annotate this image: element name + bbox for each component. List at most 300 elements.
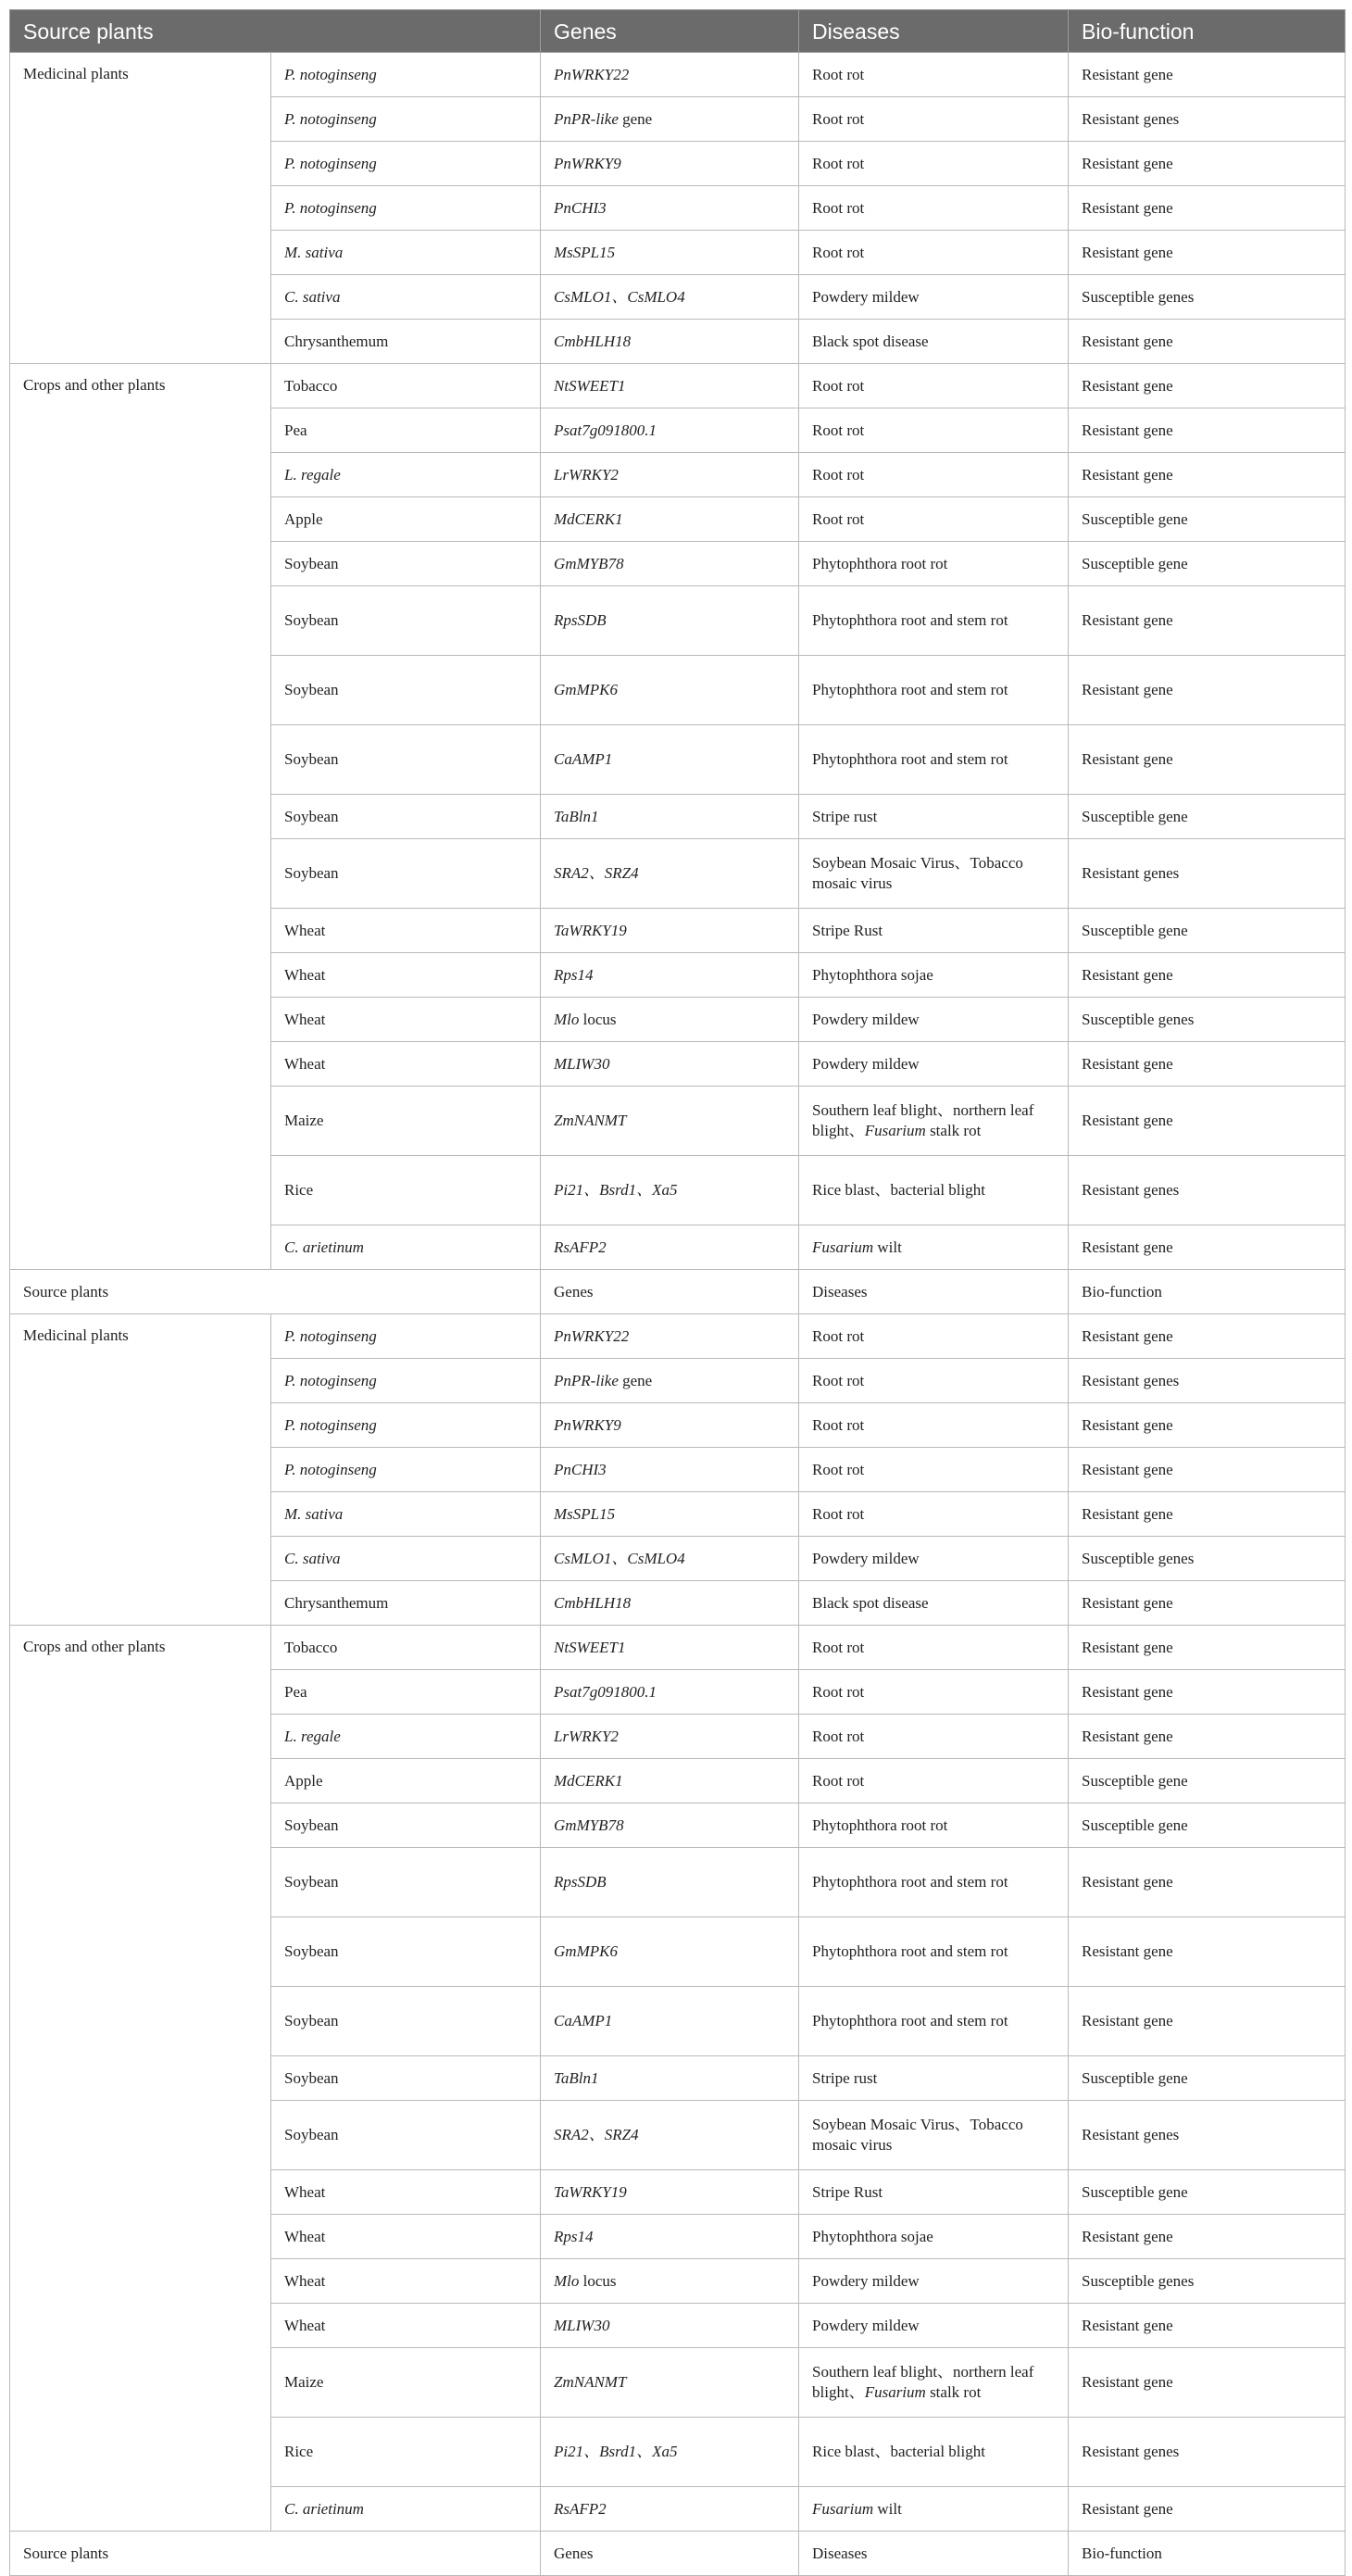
gene-name: CsMLO1、CsMLO4: [554, 1549, 685, 1567]
bio-function: Resistant gene: [1082, 611, 1173, 629]
function-cell: [1069, 97, 1346, 142]
gene-cell: [541, 2304, 799, 2348]
bio-function: Resistant gene: [1082, 421, 1173, 439]
bio-function: Resistant gene: [1082, 1682, 1173, 1701]
gene-name: MdCERK1: [554, 1771, 623, 1790]
table-header: [10, 10, 1346, 53]
function-cell: [1069, 53, 1346, 97]
disease-name: Soybean Mosaic Virus、Tobacco mosaic virus: [812, 2116, 1023, 2154]
disease-cell: [799, 364, 1069, 408]
gene-suffix: locus: [579, 1010, 617, 1028]
plant-name: Soybean: [284, 2012, 339, 2029]
disease-name: Root rot: [812, 1771, 865, 1790]
plant-name: L. regale: [284, 1727, 341, 1745]
plant-cell: [271, 1803, 541, 1848]
disease-name: Rice blast、bacterial blight: [812, 1181, 985, 1199]
plant-name: Pea: [284, 421, 307, 439]
plant-name: Rice: [284, 1181, 314, 1199]
plant-cell: [271, 1626, 541, 1670]
plant-cell: [271, 1848, 541, 1917]
function-cell: [1069, 2348, 1346, 2418]
function-cell: [1069, 1670, 1346, 1715]
repeated-header-row: [10, 1270, 1346, 1314]
plant-cell: [271, 2056, 541, 2101]
gene-name: RpsSDB: [554, 1873, 607, 1891]
function-cell: [1069, 1759, 1346, 1803]
function-cell: [1069, 839, 1346, 909]
gene-cell: [541, 839, 799, 909]
disease-name: Stripe rust: [812, 2068, 878, 2087]
gene-name: SRA2、SRZ4: [554, 864, 639, 882]
disease-name: Stripe Rust: [812, 921, 883, 939]
plant-name: Soybean: [284, 554, 339, 572]
gene-cell: [541, 97, 799, 142]
disease-name: Phytophthora root and stem rot: [812, 750, 1008, 768]
bio-function: Susceptible genes: [1082, 2271, 1195, 2290]
gene-cell: [541, 275, 799, 320]
subheader-diseases: Diseases: [799, 2532, 1069, 2576]
bio-function: Resistant gene: [1082, 1593, 1173, 1612]
plant-name: Soybean: [284, 750, 339, 768]
plant-cell: [271, 586, 541, 656]
plant-name: Rice: [284, 2443, 314, 2460]
subheader-bio-function: Bio-function: [1069, 1270, 1346, 1314]
table-row: [10, 53, 1346, 97]
plant-cell: [271, 542, 541, 586]
gene-cell: [541, 1314, 799, 1359]
plant-cell: [271, 953, 541, 998]
function-cell: [1069, 1848, 1346, 1917]
group-name: Medicinal plants: [23, 65, 129, 82]
function-cell: [1069, 364, 1346, 408]
gene-name: LrWRKY2: [554, 1727, 619, 1745]
function-cell: [1069, 1581, 1346, 1626]
bio-function: Resistant gene: [1082, 2012, 1173, 2029]
repeated-header-row: [10, 2532, 1346, 2576]
gene-cell: [541, 1759, 799, 1803]
gene-name: GmMYB78: [554, 1816, 624, 1834]
gene-name: PnWRKY22: [554, 65, 630, 83]
plant-cell: [271, 909, 541, 953]
disease-cell: [799, 1848, 1069, 1917]
disease-name: Southern leaf blight、northern leaf blight、: [812, 2363, 1034, 2401]
plant-name: Wheat: [284, 2182, 326, 2201]
plant-cell: [271, 2304, 541, 2348]
subheader-diseases: Diseases: [799, 1270, 1069, 1314]
disease-cell: [799, 453, 1069, 497]
function-cell: [1069, 231, 1346, 275]
function-cell: [1069, 1448, 1346, 1492]
disease-cell: [799, 2304, 1069, 2348]
function-cell: [1069, 1156, 1346, 1225]
subheader-genes: Genes: [541, 1270, 799, 1314]
plant-name: P. notoginseng: [284, 1371, 377, 1389]
gene-cell: [541, 1359, 799, 1403]
bio-function: Resistant gene: [1082, 1326, 1173, 1345]
disease-name: Stripe Rust: [812, 2182, 883, 2201]
gene-name: PnWRKY22: [554, 1326, 630, 1345]
disease-cell: [799, 1492, 1069, 1537]
plant-cell: [271, 497, 541, 542]
gene-cell: [541, 1087, 799, 1156]
group-name: Crops and other plants: [23, 376, 166, 394]
disease-name: Southern leaf blight、northern leaf blight、: [812, 1101, 1034, 1139]
disease-name: Soybean Mosaic Virus、Tobacco mosaic virus: [812, 854, 1023, 892]
disease-name: Phytophthora root and stem rot: [812, 681, 1008, 698]
gene-cell: [541, 1715, 799, 1759]
gene-cell: [541, 1403, 799, 1448]
disease-name: Root rot: [812, 1638, 865, 1656]
group-cell: [10, 1626, 271, 2532]
table-row: [10, 364, 1346, 408]
disease-name: Root rot: [812, 1727, 865, 1745]
plant-name: C. sativa: [284, 287, 341, 306]
gene-cell: [541, 186, 799, 231]
gene-cell: [541, 2215, 799, 2259]
disease-name: Powdery mildew: [812, 1549, 920, 1567]
disease-cell: [799, 998, 1069, 1042]
bio-function: Resistant gene: [1082, 2227, 1173, 2245]
disease-name: Root rot: [812, 243, 865, 261]
plant-cell: [271, 1403, 541, 1448]
function-cell: [1069, 1225, 1346, 1270]
disease-cell: [799, 1314, 1069, 1359]
gene-cell: [541, 2056, 799, 2101]
disease-name: Root rot: [812, 421, 865, 439]
disease-tail: stalk rot: [925, 1122, 982, 1139]
disease-cell: [799, 97, 1069, 142]
group-name: Medicinal plants: [23, 1326, 129, 1344]
plant-cell: [271, 97, 541, 142]
function-cell: [1069, 795, 1346, 839]
gene-cell: [541, 453, 799, 497]
gene-cell: [541, 1492, 799, 1537]
bio-function: Susceptible gene: [1082, 1816, 1188, 1834]
function-cell: [1069, 2487, 1346, 2532]
disease-cell: [799, 2170, 1069, 2215]
gene-name: ZmNANMT: [554, 2373, 627, 2391]
disease-name: Phytophthora root and stem rot: [812, 1942, 1008, 1960]
plant-name: Soybean: [284, 1816, 339, 1834]
subheader-bio-function: Bio-function: [1069, 2532, 1346, 2576]
gene-cell: [541, 1225, 799, 1270]
plant-name: P. notoginseng: [284, 1460, 377, 1478]
plant-cell: [271, 998, 541, 1042]
bio-function: Resistant gene: [1082, 2316, 1173, 2334]
plant-name: Maize: [284, 2373, 324, 2391]
function-cell: [1069, 1403, 1346, 1448]
disease-cell: [799, 1225, 1069, 1270]
disease-name: Root rot: [812, 1460, 865, 1478]
plant-cell: [271, 320, 541, 364]
disease-pathogen: Fusarium: [864, 2383, 926, 2401]
gene-cell: [541, 953, 799, 998]
disease-name: Root rot: [812, 376, 865, 395]
plant-cell: [271, 1581, 541, 1626]
gene-cell: [541, 1042, 799, 1087]
plant-cell: [271, 1917, 541, 1987]
disease-cell: [799, 1987, 1069, 2056]
disease-name: Root rot: [812, 1682, 865, 1701]
gene-name: MdCERK1: [554, 509, 623, 528]
bio-function: Resistant gene: [1082, 965, 1173, 984]
gene-cell: [541, 1581, 799, 1626]
function-cell: [1069, 1626, 1346, 1670]
disease-name: Root rot: [812, 509, 865, 528]
bio-function: Resistant gene: [1082, 154, 1173, 172]
bio-function: Resistant gene: [1082, 681, 1173, 698]
plant-cell: [271, 2348, 541, 2418]
function-cell: [1069, 2056, 1346, 2101]
function-cell: [1069, 656, 1346, 725]
gene-name: CaAMP1: [554, 750, 613, 768]
gene-cell: [541, 1670, 799, 1715]
disease-cell: [799, 2101, 1069, 2170]
gene-name: CsMLO1、CsMLO4: [554, 287, 685, 306]
disease-name: Root rot: [812, 1371, 865, 1389]
disease-tail: wilt: [873, 1238, 902, 1256]
gene-name: MsSPL15: [554, 243, 616, 261]
header-diseases: Diseases: [799, 10, 1069, 53]
gene-cell: [541, 1156, 799, 1225]
plant-cell: [271, 1670, 541, 1715]
gene-cell: [541, 1537, 799, 1581]
gene-suffix: gene: [618, 1371, 653, 1389]
gene-name: NtSWEET1: [554, 1638, 626, 1656]
function-cell: [1069, 2215, 1346, 2259]
gene-cell: [541, 656, 799, 725]
gene-cell: [541, 725, 799, 795]
gene-cell: [541, 542, 799, 586]
gene-name: Psat7g091800.1: [554, 421, 657, 439]
gene-name: Mlo: [554, 2271, 580, 2290]
disease-cell: [799, 1670, 1069, 1715]
plant-cell: [271, 839, 541, 909]
bio-function: Resistant genes: [1082, 2443, 1180, 2460]
plant-cell: [271, 1314, 541, 1359]
gene-name: CmbHLH18: [554, 332, 632, 350]
plant-name: Chrysanthemum: [284, 1593, 389, 1612]
disease-cell: [799, 320, 1069, 364]
disease-name: Stripe rust: [812, 807, 878, 825]
gene-name: CaAMP1: [554, 2012, 613, 2029]
gene-cell: [541, 142, 799, 186]
plant-cell: [271, 1492, 541, 1537]
table-container: [9, 9, 1345, 2576]
plant-cell: [271, 186, 541, 231]
bio-function: Resistant gene: [1082, 750, 1173, 768]
bio-function: Resistant gene: [1082, 1415, 1173, 1434]
function-cell: [1069, 2170, 1346, 2215]
disease-cell: [799, 795, 1069, 839]
gene-name: TaWRKY19: [554, 921, 627, 939]
function-cell: [1069, 1314, 1346, 1359]
disease-name: Root rot: [812, 1326, 865, 1345]
plant-cell: [271, 1759, 541, 1803]
gene-name: Rps14: [554, 2227, 594, 2245]
gene-cell: [541, 364, 799, 408]
plant-name: C. arietinum: [284, 1238, 364, 1256]
plant-name: P. notoginseng: [284, 65, 377, 83]
disease-cell: [799, 186, 1069, 231]
plant-cell: [271, 1537, 541, 1581]
disease-cell: [799, 231, 1069, 275]
gene-cell: [541, 2259, 799, 2304]
gene-name: Psat7g091800.1: [554, 1682, 657, 1701]
disease-cell: [799, 2259, 1069, 2304]
bio-function: Resistant genes: [1082, 864, 1180, 882]
disease-cell: [799, 909, 1069, 953]
plant-name: Tobacco: [284, 376, 338, 395]
function-cell: [1069, 408, 1346, 453]
disease-cell: [799, 656, 1069, 725]
bio-function: Resistant gene: [1082, 1054, 1173, 1073]
function-cell: [1069, 1803, 1346, 1848]
disease-cell: [799, 725, 1069, 795]
gene-cell: [541, 909, 799, 953]
gene-name: Pi21、Bsrd1、Xa5: [554, 2443, 678, 2460]
disease-name: Root rot: [812, 1415, 865, 1434]
disease-cell: [799, 1626, 1069, 1670]
plant-cell: [271, 795, 541, 839]
plant-cell: [271, 231, 541, 275]
plant-cell: [271, 2101, 541, 2170]
gene-cell: [541, 998, 799, 1042]
plant-name: Maize: [284, 1112, 324, 1129]
disease-name: Black spot disease: [812, 1593, 929, 1612]
gene-name: MsSPL15: [554, 1504, 616, 1523]
plant-cell: [271, 1087, 541, 1156]
bio-function: Susceptible gene: [1082, 509, 1188, 528]
gene-name: MLIW30: [554, 1054, 610, 1073]
gene-cell: [541, 320, 799, 364]
function-cell: [1069, 1359, 1346, 1403]
disease-name: Phytophthora root and stem rot: [812, 2012, 1008, 2029]
bio-function: Resistant gene: [1082, 1460, 1173, 1478]
gene-name: TaBln1: [554, 807, 599, 825]
gene-name: Pi21、Bsrd1、Xa5: [554, 1181, 678, 1199]
gene-cell: [541, 1626, 799, 1670]
gene-cell: [541, 2348, 799, 2418]
plant-cell: [271, 1156, 541, 1225]
plant-cell: [271, 725, 541, 795]
bio-function: Resistant gene: [1082, 376, 1173, 395]
disease-cell: [799, 1087, 1069, 1156]
function-cell: [1069, 586, 1346, 656]
disease-cell: [799, 2418, 1069, 2487]
plant-cell: [271, 1359, 541, 1403]
gene-cell: [541, 2101, 799, 2170]
disease-name: Root rot: [812, 109, 865, 128]
disease-pathogen: Fusarium: [812, 1238, 874, 1256]
gene-name: GmMPK6: [554, 681, 618, 698]
disease-name: Phytophthora root and stem rot: [812, 611, 1008, 629]
disease-cell: [799, 1403, 1069, 1448]
bio-function: Susceptible gene: [1082, 1771, 1188, 1790]
bio-function: Resistant genes: [1082, 1371, 1180, 1389]
bio-function: Susceptible gene: [1082, 2068, 1188, 2087]
plant-cell: [271, 1987, 541, 2056]
disease-name: Root rot: [812, 65, 865, 83]
bio-function: Resistant genes: [1082, 1181, 1180, 1199]
disease-name: Rice blast、bacterial blight: [812, 2443, 985, 2460]
plant-cell: [271, 453, 541, 497]
plant-name: Soybean: [284, 1873, 339, 1891]
disease-cell: [799, 2487, 1069, 2532]
function-cell: [1069, 2418, 1346, 2487]
subheader-genes: Genes: [541, 2532, 799, 2576]
bio-function: Resistant gene: [1082, 65, 1173, 83]
function-cell: [1069, 497, 1346, 542]
disease-name: Black spot disease: [812, 332, 929, 350]
gene-cell: [541, 586, 799, 656]
gene-cell: [541, 1987, 799, 2056]
gene-suffix: gene: [618, 109, 653, 128]
disease-name: Powdery mildew: [812, 2271, 920, 2290]
function-cell: [1069, 2101, 1346, 2170]
table-row: [10, 1626, 1346, 1670]
bio-function: Resistant genes: [1082, 2126, 1180, 2143]
gene-name: SRA2、SRZ4: [554, 2126, 639, 2143]
function-cell: [1069, 909, 1346, 953]
header-bio-function: Bio-function: [1069, 10, 1346, 53]
gene-name: RsAFP2: [554, 1238, 607, 1256]
function-cell: [1069, 1087, 1346, 1156]
bio-function: Resistant genes: [1082, 109, 1180, 128]
disease-name: Powdery mildew: [812, 2316, 920, 2334]
disease-name: Root rot: [812, 465, 865, 484]
bio-function: Susceptible genes: [1082, 287, 1195, 306]
gene-cell: [541, 2170, 799, 2215]
plant-name: P. notoginseng: [284, 109, 377, 128]
disease-cell: [799, 1537, 1069, 1581]
plant-name: P. notoginseng: [284, 1326, 377, 1345]
disease-cell: [799, 275, 1069, 320]
disease-cell: [799, 497, 1069, 542]
gene-cell: [541, 1917, 799, 1987]
gene-cell: [541, 497, 799, 542]
plant-name: Soybean: [284, 807, 339, 825]
disease-cell: [799, 1917, 1069, 1987]
disease-cell: [799, 2056, 1069, 2101]
bio-function: Susceptible gene: [1082, 2182, 1188, 2201]
bio-function: Resistant gene: [1082, 198, 1173, 217]
header-source-plants: Source plants: [10, 10, 541, 53]
plant-name: Apple: [284, 509, 323, 528]
gene-name: PnWRKY9: [554, 1415, 621, 1434]
gene-cell: [541, 1448, 799, 1492]
bio-function: Resistant gene: [1082, 1942, 1173, 1960]
plant-name: Wheat: [284, 965, 326, 984]
function-cell: [1069, 1917, 1346, 1987]
gene-cell: [541, 795, 799, 839]
function-cell: [1069, 1715, 1346, 1759]
plant-cell: [271, 408, 541, 453]
disease-cell: [799, 586, 1069, 656]
plant-name: Wheat: [284, 2316, 326, 2334]
plant-name: Tobacco: [284, 1638, 338, 1656]
gene-name: Rps14: [554, 965, 594, 984]
bio-function: Resistant gene: [1082, 2373, 1173, 2391]
disease-cell: [799, 1359, 1069, 1403]
group-name: Crops and other plants: [23, 1638, 166, 1655]
gene-cell: [541, 53, 799, 97]
gene-name: Mlo: [554, 1010, 580, 1028]
bio-function: Resistant gene: [1082, 1873, 1173, 1891]
plant-name: C. sativa: [284, 1549, 341, 1567]
plant-name: Wheat: [284, 2271, 326, 2290]
plant-cell: [271, 1715, 541, 1759]
